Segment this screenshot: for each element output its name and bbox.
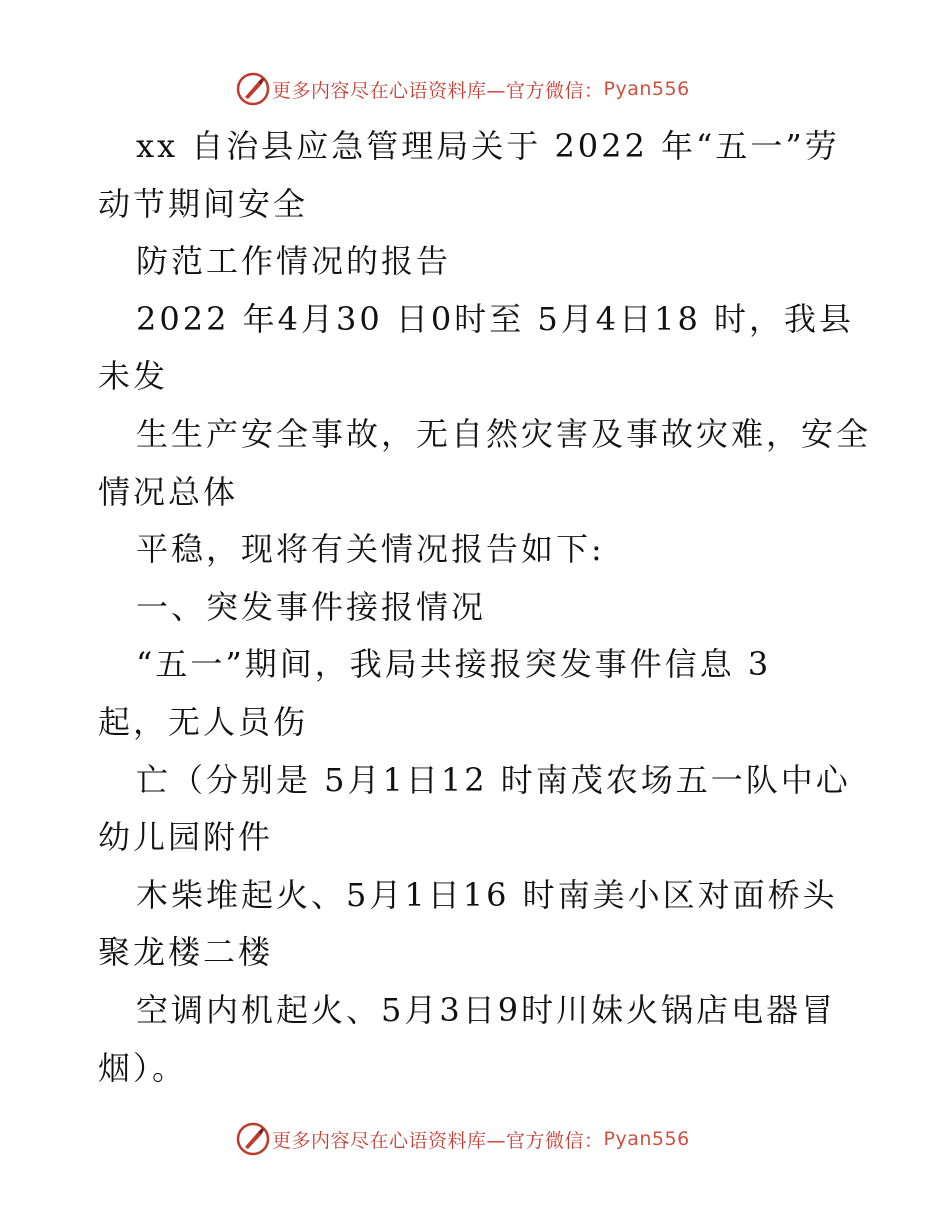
watermark-header [236,72,690,106]
paragraph-line: 未发 [98,357,169,396]
watermark-text: 更多内容尽在心语资料库—官方微信： [272,1129,604,1152]
paragraph-line: 起，无人员伤 [98,702,309,741]
paragraph-line: 烟）。 [98,1048,188,1087]
paragraph-line: 幼儿园附件 [98,818,274,857]
paragraph-line: 2022 年4月30 日0时至 5月4日18 时，我县 [136,299,855,338]
watermark-wechat-id: Pyan556 [603,78,690,100]
paragraph-line: 空调内机起火、5月3日9时川妹火锅店电器冒 [136,990,837,1029]
title-line-2: 动节期间安全 [98,184,309,223]
paragraph-line: “五一”期间，我局共接报突发事件信息 3 [136,645,772,684]
watermark-footer [236,1122,690,1156]
section-heading: 一、突发事件接报情况 [136,587,487,626]
paragraph-line: 平稳，现将有关情况报告如下: [136,530,605,569]
document-body [98,118,878,1097]
pen-logo-icon [236,1122,270,1156]
watermark-text: 更多内容尽在心语资料库—官方微信： [272,79,604,102]
title-line-3: 防范工作情况的报告 [136,242,452,281]
paragraph-line: 情况总体 [98,472,239,511]
title-line-1: xx 自治县应急管理局关于 2022 年“五一”劳 [136,127,840,165]
paragraph-line: 亡（分别是 5月1日12 时南茂农场五一队中心 [136,760,851,799]
paragraph-line: 木柴堆起火、5月1日16 时南美小区对面桥头 [136,875,838,914]
watermark-wechat-id: Pyan556 [603,1128,690,1150]
paragraph-line: 聚龙楼二楼 [98,933,274,972]
paragraph-line: 生生产安全事故，无自然灾害及事故灾难，安全 [136,414,872,453]
pen-logo-icon [236,72,270,106]
